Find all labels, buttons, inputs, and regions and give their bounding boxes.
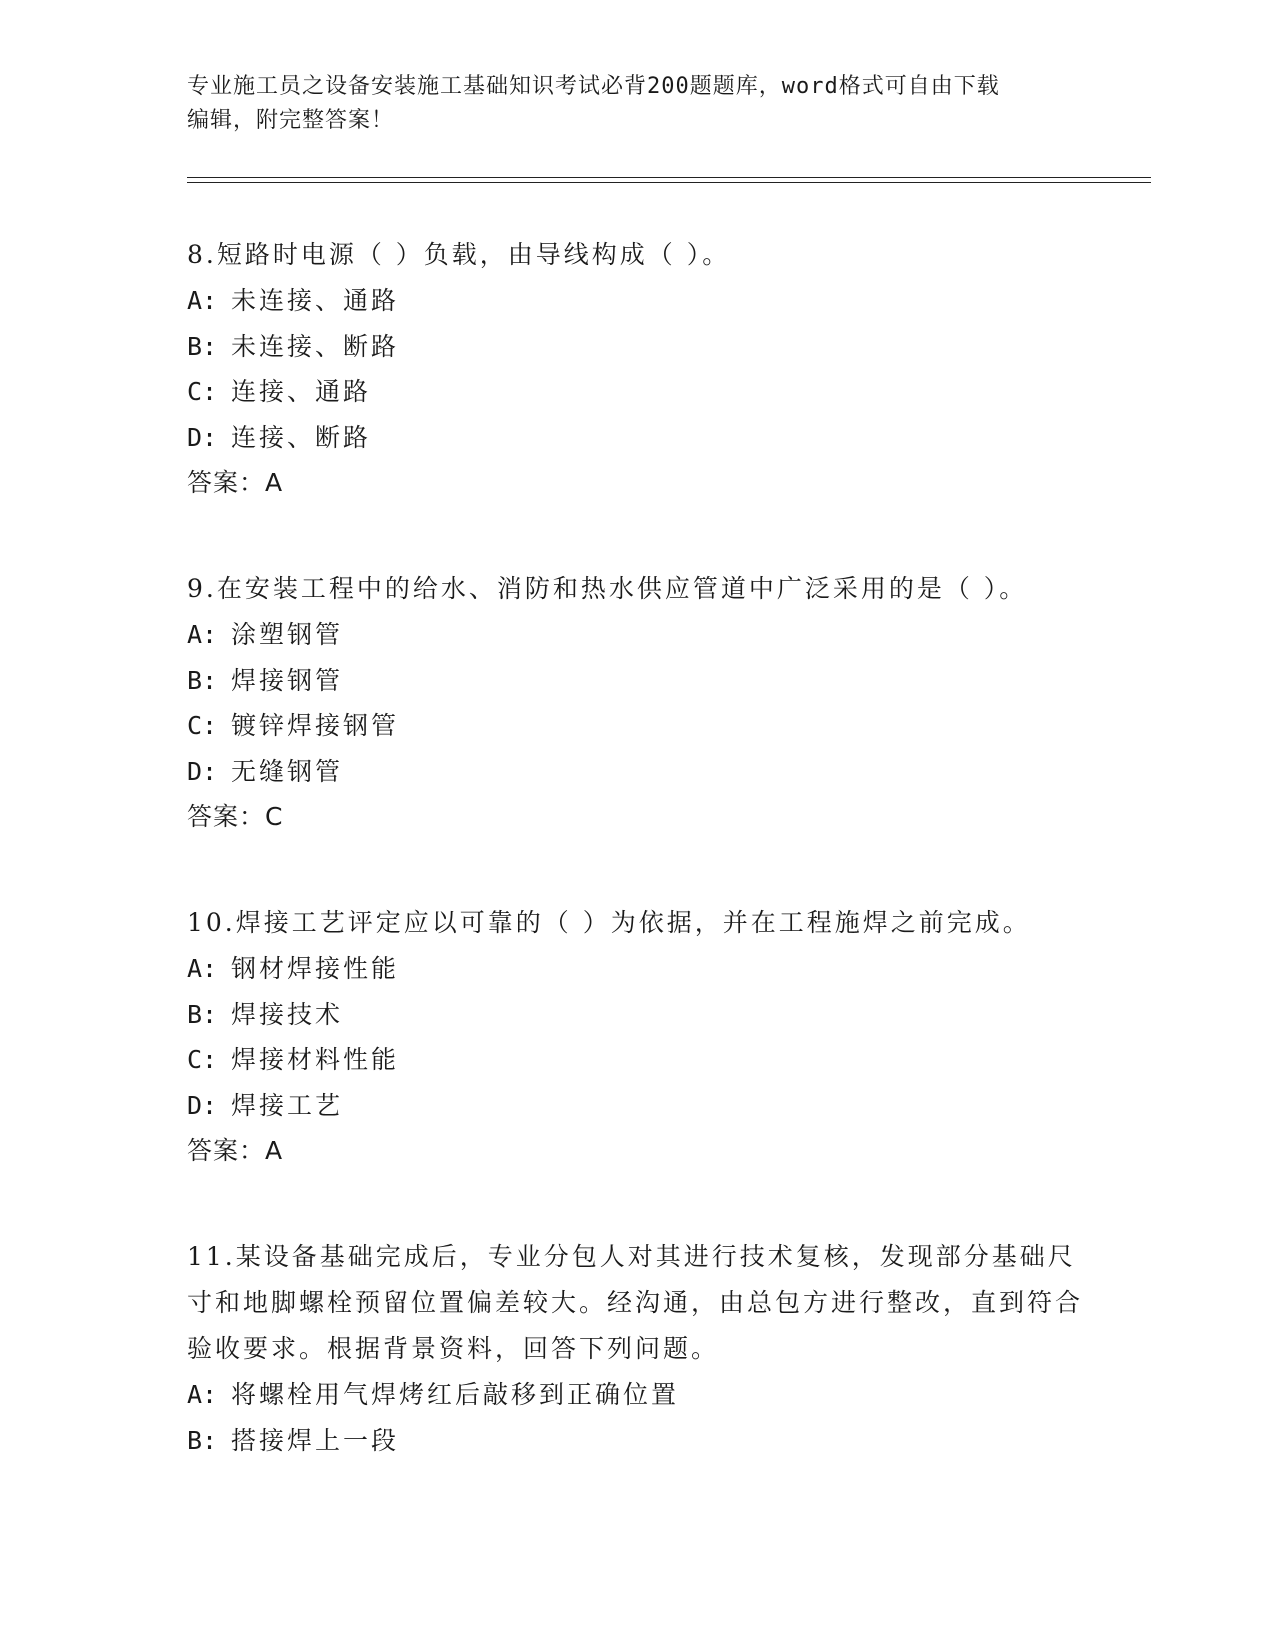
option-key: B: xyxy=(187,331,218,361)
option-text: 连接、断路 xyxy=(231,422,372,452)
option-text: 无缝钢管 xyxy=(231,756,344,786)
option-key: A: xyxy=(187,620,218,649)
question-text: 10.焊接工艺评定应以可靠的（ ）为依据，并在工程施焊之前完成。 xyxy=(187,908,1031,937)
option-c xyxy=(187,703,1087,749)
option-b xyxy=(187,992,1087,1038)
option-key: C: xyxy=(187,711,218,740)
option-text: 搭接焊上一段 xyxy=(231,1425,400,1455)
question-text: 9.在安装工程中的给水、消防和热水供应管道中广泛采用的是（ ）。 xyxy=(187,574,1028,603)
option-key: A: xyxy=(187,1380,218,1409)
option-a xyxy=(187,1372,1087,1418)
header-line-1: 专业施工员之设备安装施工基础知识考试必背200题题库，word格式可自由下载 xyxy=(187,74,1000,99)
option-d xyxy=(187,415,1087,461)
option-text: 焊接技术 xyxy=(231,999,344,1029)
option-key: D: xyxy=(187,1090,218,1120)
option-key: D: xyxy=(187,422,218,452)
option-c xyxy=(187,369,1087,415)
header-line-2: 编辑，附完整答案！ xyxy=(187,108,395,133)
header-divider-bottom xyxy=(187,182,1151,183)
option-key: B: xyxy=(187,665,218,695)
question-8 xyxy=(187,232,1087,506)
option-key: B: xyxy=(187,1425,218,1455)
option-b xyxy=(187,658,1087,704)
answer-line: 答案：A xyxy=(187,1136,284,1165)
option-d xyxy=(187,749,1087,795)
option-c xyxy=(187,1037,1087,1083)
option-key: A: xyxy=(187,954,218,983)
option-text: 未连接、通路 xyxy=(231,286,400,315)
option-b xyxy=(187,324,1087,370)
option-key: D: xyxy=(187,756,218,786)
header-divider-top xyxy=(187,177,1151,178)
question-spacer xyxy=(187,506,1087,566)
option-text: 涂塑钢管 xyxy=(231,620,344,649)
option-text: 未连接、断路 xyxy=(231,331,400,361)
option-text: 将螺栓用气焊烤红后敲移到正确位置 xyxy=(231,1380,680,1409)
question-text: 8.短路时电源（ ）负载，由导线构成（ ）。 xyxy=(187,240,731,269)
option-text: 焊接材料性能 xyxy=(231,1045,400,1074)
question-list xyxy=(187,232,1087,1463)
option-a xyxy=(187,278,1087,324)
answer-line: 答案：C xyxy=(187,802,284,831)
question-9 xyxy=(187,566,1087,840)
option-d xyxy=(187,1083,1087,1129)
question-spacer xyxy=(187,840,1087,900)
question-10 xyxy=(187,900,1087,1174)
option-text: 焊接钢管 xyxy=(231,665,344,695)
option-text: 钢材焊接性能 xyxy=(231,954,400,983)
option-b xyxy=(187,1418,1087,1464)
answer-line: 答案：A xyxy=(187,468,284,497)
option-key: B: xyxy=(187,999,218,1029)
question-spacer xyxy=(187,1174,1087,1234)
option-a xyxy=(187,612,1087,658)
option-key: A: xyxy=(187,286,218,315)
question-text: 11.某设备基础完成后，专业分包人对其进行技术复核，发现部分基础尺寸和地脚螺栓预留位置偏差较大。经沟通，由总包方进行整改，直到符合验收要求。根据背景资料，回答下列问题。 xyxy=(187,1242,1084,1363)
option-text: 连接、通路 xyxy=(231,377,372,406)
question-11 xyxy=(187,1234,1087,1463)
option-text: 镀锌焊接钢管 xyxy=(231,711,400,740)
option-a xyxy=(187,946,1087,992)
option-text: 焊接工艺 xyxy=(231,1090,344,1120)
document-header xyxy=(187,70,1067,138)
option-key: C: xyxy=(187,377,218,406)
option-key: C: xyxy=(187,1045,218,1074)
